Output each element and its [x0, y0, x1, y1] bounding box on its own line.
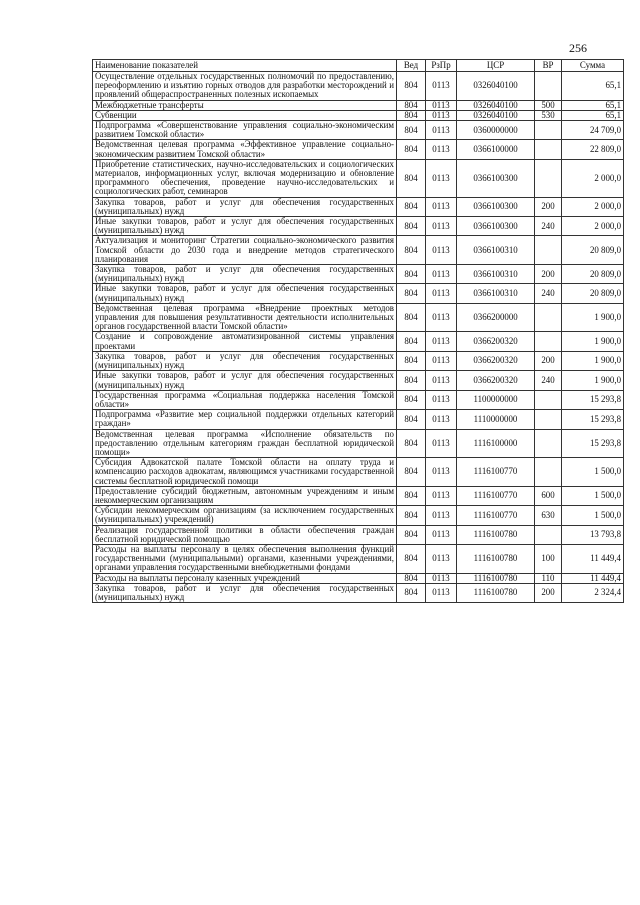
row-vr	[535, 390, 562, 409]
row-name: Субвенции	[93, 110, 397, 120]
row-name: Межбюджетные трансферты	[93, 100, 397, 110]
row-sum: 1 500,0	[562, 506, 624, 525]
row-vr: 100	[535, 544, 562, 573]
row-name: Закупка товаров, работ и услуг для обеспечения государственных (муниципальных) нужд	[93, 265, 397, 284]
row-rzpr: 0113	[426, 159, 457, 197]
row-name: Приобретение статистических, научно-исследовательских и социологических материалов, информационных услуг, включая модернизацию и обновление программного обеспечения, проведение научно-исследовательских и социологических работ, семинаров	[93, 159, 397, 197]
row-name: Ведомственная целевая программа «Внедрение проектных методов управления для повышения результативности деятельности исполнительных органов государственной власти Томской области»	[93, 303, 397, 332]
table-row	[93, 429, 624, 458]
row-rzpr: 0113	[426, 100, 457, 110]
row-rzpr: 0113	[426, 121, 457, 140]
row-ved: 804	[397, 429, 426, 458]
table-row	[93, 351, 624, 370]
table-row	[93, 486, 624, 505]
row-ved: 804	[397, 197, 426, 216]
row-ved: 804	[397, 390, 426, 409]
row-csr: 1116100770	[457, 486, 535, 505]
row-rzpr: 0113	[426, 265, 457, 284]
row-rzpr: 0113	[426, 458, 457, 487]
row-ved: 804	[397, 583, 426, 602]
row-rzpr: 0113	[426, 410, 457, 429]
row-ved: 804	[397, 265, 426, 284]
row-sum: 65,1	[562, 72, 624, 101]
table-row	[93, 72, 624, 101]
row-rzpr: 0113	[426, 573, 457, 583]
header-vr: ВР	[535, 60, 562, 72]
row-name: Закупка товаров, работ и услуг для обеспечения государственных (муниципальных) нужд	[93, 197, 397, 216]
row-sum: 24 709,0	[562, 121, 624, 140]
row-vr: 240	[535, 284, 562, 303]
row-vr	[535, 458, 562, 487]
row-name: Расходы на выплаты персоналу казенных учреждений	[93, 573, 397, 583]
row-csr: 1116100780	[457, 525, 535, 544]
row-rzpr: 0113	[426, 284, 457, 303]
row-ved: 804	[397, 573, 426, 583]
row-csr: 0366200320	[457, 371, 535, 390]
row-csr: 0366200000	[457, 303, 535, 332]
row-name: Создание и сопровождение автоматизированной системы управления проектами	[93, 332, 397, 351]
row-vr	[535, 140, 562, 159]
row-rzpr: 0113	[426, 236, 457, 265]
row-sum: 2 000,0	[562, 197, 624, 216]
row-vr	[535, 159, 562, 197]
row-sum: 65,1	[562, 110, 624, 120]
table-row	[93, 100, 624, 110]
table-row	[93, 583, 624, 602]
table-header-row	[93, 60, 624, 72]
row-ved: 804	[397, 236, 426, 265]
row-vr: 630	[535, 506, 562, 525]
table-row	[93, 197, 624, 216]
header-rzpr: РзПр	[426, 60, 457, 72]
row-sum: 1 900,0	[562, 351, 624, 370]
row-rzpr: 0113	[426, 140, 457, 159]
table-row	[93, 236, 624, 265]
row-sum: 2 000,0	[562, 159, 624, 197]
row-ved: 804	[397, 217, 426, 236]
table-row	[93, 332, 624, 351]
row-vr: 240	[535, 371, 562, 390]
row-sum: 1 500,0	[562, 458, 624, 487]
row-rzpr: 0113	[426, 486, 457, 505]
header-sum: Сумма	[562, 60, 624, 72]
table-row	[93, 217, 624, 236]
row-rzpr: 0113	[426, 197, 457, 216]
row-rzpr: 0113	[426, 525, 457, 544]
table-row	[93, 458, 624, 487]
row-sum: 2 324,4	[562, 583, 624, 602]
row-vr	[535, 410, 562, 429]
row-sum: 1 900,0	[562, 371, 624, 390]
page-number: 256	[569, 41, 587, 55]
row-name: Государственная программа «Социальная поддержка населения Томской области»	[93, 390, 397, 409]
row-rzpr: 0113	[426, 72, 457, 101]
table-row	[93, 265, 624, 284]
row-rzpr: 0113	[426, 544, 457, 573]
row-csr: 1116100770	[457, 458, 535, 487]
row-name: Ведомственная целевая программа «Эффективное управление социально-экономическим развитием Томской области»	[93, 140, 397, 159]
row-sum: 15 293,8	[562, 429, 624, 458]
table-row	[93, 525, 624, 544]
row-ved: 804	[397, 121, 426, 140]
row-csr: 0366100300	[457, 159, 535, 197]
row-sum: 20 809,0	[562, 265, 624, 284]
row-vr	[535, 429, 562, 458]
budget-table	[92, 59, 624, 603]
row-vr	[535, 303, 562, 332]
row-sum: 11 449,4	[562, 573, 624, 583]
table-row	[93, 284, 624, 303]
row-vr	[535, 525, 562, 544]
row-csr: 1116100780	[457, 544, 535, 573]
row-sum: 1 500,0	[562, 486, 624, 505]
row-sum: 22 809,0	[562, 140, 624, 159]
row-ved: 804	[397, 544, 426, 573]
row-csr: 1116100000	[457, 429, 535, 458]
table-row	[93, 410, 624, 429]
row-vr	[535, 236, 562, 265]
row-rzpr: 0113	[426, 332, 457, 351]
row-name: Осуществление отдельных государственных полномочий по предоставлению, переоформлению и изъятию горных отводов для разработки месторождений и проявлений общераспространенных полезных ископаемых	[93, 72, 397, 101]
row-csr: 1110000000	[457, 410, 535, 429]
row-rzpr: 0113	[426, 110, 457, 120]
table-row	[93, 110, 624, 120]
row-rzpr: 0113	[426, 217, 457, 236]
row-name: Субсидии некоммерческим организациям (за исключением государственных (муниципальных) учреждений)	[93, 506, 397, 525]
row-sum: 20 809,0	[562, 236, 624, 265]
row-vr	[535, 332, 562, 351]
row-ved: 804	[397, 140, 426, 159]
row-vr: 530	[535, 110, 562, 120]
row-csr: 0366100310	[457, 284, 535, 303]
row-name: Закупка товаров, работ и услуг для обеспечения государственных (муниципальных) нужд	[93, 583, 397, 602]
row-name: Актуализация и мониторинг Стратегии социально-экономического развития Томской области до 2030 года и внедрение методов стратегического планирования	[93, 236, 397, 265]
row-csr: 0366100310	[457, 265, 535, 284]
row-name: Подпрограмма «Совершенствование управления социально-экономическим развитием Томской области»	[93, 121, 397, 140]
row-name: Иные закупки товаров, работ и услуг для обеспечения государственных (муниципальных) нужд	[93, 217, 397, 236]
row-rzpr: 0113	[426, 303, 457, 332]
table-row	[93, 121, 624, 140]
row-csr: 1116100770	[457, 506, 535, 525]
table-row	[93, 573, 624, 583]
row-name: Расходы на выплаты персоналу в целях обеспечения выполнения функций государственными (муниципальными) органами, казенными учреждениями, органами управления государственными внебюджетными фондами	[93, 544, 397, 573]
row-csr: 0366200320	[457, 332, 535, 351]
row-csr: 0366100310	[457, 236, 535, 265]
table-row	[93, 140, 624, 159]
row-csr: 0366200320	[457, 351, 535, 370]
row-csr: 0366100300	[457, 217, 535, 236]
row-name: Ведомственная целевая программа «Исполнение обязательств по предоставлению отдельным категориям граждан бесплатной юридической помощи»	[93, 429, 397, 458]
row-sum: 1 900,0	[562, 332, 624, 351]
row-ved: 804	[397, 110, 426, 120]
row-vr: 240	[535, 217, 562, 236]
row-rzpr: 0113	[426, 390, 457, 409]
row-vr: 500	[535, 100, 562, 110]
row-csr: 0366100000	[457, 140, 535, 159]
row-sum: 1 900,0	[562, 303, 624, 332]
table-row	[93, 159, 624, 197]
row-csr: 1116100780	[457, 573, 535, 583]
row-csr: 0326040100	[457, 100, 535, 110]
row-rzpr: 0113	[426, 583, 457, 602]
row-vr	[535, 72, 562, 101]
row-ved: 804	[397, 303, 426, 332]
row-rzpr: 0113	[426, 429, 457, 458]
row-csr: 0326040100	[457, 72, 535, 101]
header-ved: Вед	[397, 60, 426, 72]
row-vr: 200	[535, 583, 562, 602]
row-rzpr: 0113	[426, 506, 457, 525]
row-ved: 804	[397, 458, 426, 487]
row-ved: 804	[397, 100, 426, 110]
table-row	[93, 371, 624, 390]
row-vr: 200	[535, 197, 562, 216]
row-rzpr: 0113	[426, 351, 457, 370]
table-row	[93, 544, 624, 573]
row-ved: 804	[397, 284, 426, 303]
row-csr: 1100000000	[457, 390, 535, 409]
table-row	[93, 390, 624, 409]
row-sum: 13 793,8	[562, 525, 624, 544]
row-name: Субсидия Адвокатской палате Томской области на оплату труда и компенсацию расходов адвокатам, являющимся участниками государственной системы бесплатной юридической помощи	[93, 458, 397, 487]
row-sum: 2 000,0	[562, 217, 624, 236]
row-vr: 600	[535, 486, 562, 505]
row-sum: 65,1	[562, 100, 624, 110]
table-row	[93, 506, 624, 525]
row-csr: 1116100780	[457, 583, 535, 602]
header-csr: ЦСР	[457, 60, 535, 72]
row-vr: 110	[535, 573, 562, 583]
row-csr: 0366100300	[457, 197, 535, 216]
row-csr: 0326040100	[457, 110, 535, 120]
row-csr: 0360000000	[457, 121, 535, 140]
row-name: Реализация государственной политики в области обеспечения граждан бесплатной юридической помощью	[93, 525, 397, 544]
row-name: Иные закупки товаров, работ и услуг для обеспечения государственных (муниципальных) нужд	[93, 371, 397, 390]
row-vr: 200	[535, 351, 562, 370]
row-name: Закупка товаров, работ и услуг для обеспечения государственных (муниципальных) нужд	[93, 351, 397, 370]
row-vr	[535, 121, 562, 140]
row-ved: 804	[397, 486, 426, 505]
row-ved: 804	[397, 351, 426, 370]
row-name: Предоставление субсидий бюджетным, автономным учреждениям и иным некоммерческим организациям	[93, 486, 397, 505]
table-row	[93, 303, 624, 332]
row-sum: 15 293,8	[562, 410, 624, 429]
row-ved: 804	[397, 72, 426, 101]
row-ved: 804	[397, 159, 426, 197]
row-rzpr: 0113	[426, 371, 457, 390]
row-ved: 804	[397, 525, 426, 544]
row-ved: 804	[397, 506, 426, 525]
row-sum: 15 293,8	[562, 390, 624, 409]
row-vr: 200	[535, 265, 562, 284]
row-ved: 804	[397, 371, 426, 390]
row-name: Подпрограмма «Развитие мер социальной поддержки отдельных категорий граждан»	[93, 410, 397, 429]
row-ved: 804	[397, 410, 426, 429]
row-name: Иные закупки товаров, работ и услуг для обеспечения государственных (муниципальных) нужд	[93, 284, 397, 303]
row-sum: 20 809,0	[562, 284, 624, 303]
row-ved: 804	[397, 332, 426, 351]
row-sum: 11 449,4	[562, 544, 624, 573]
header-name: Наименование показателей	[93, 60, 397, 72]
